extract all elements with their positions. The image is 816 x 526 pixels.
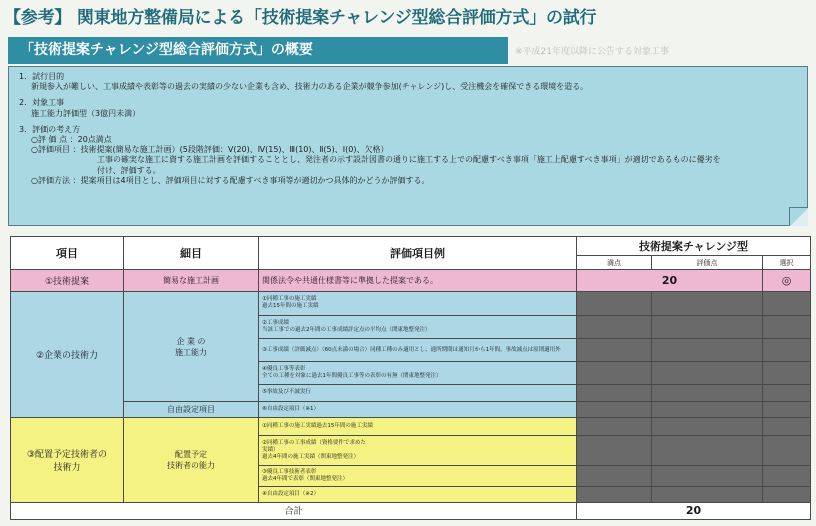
engineer-capability-item: ③配置予定技術者の 技術力 xyxy=(11,417,124,502)
company-example-row: ④優良工事等表彰 全ての工種を対象に過去1年間優良工事等の表彰の有無（関東地整発注） xyxy=(259,362,577,384)
tech-proposal-detail: 簡易な施工計画 xyxy=(124,269,259,291)
dark-cell xyxy=(652,339,763,362)
dark-cell xyxy=(577,362,652,384)
tech-proposal-item: ①技術提案 xyxy=(11,269,124,291)
tech-proposal-example: 関係法令や共通仕様書等に準拠した提案である。 xyxy=(259,269,577,291)
purpose-heading: 1．試行目的 xyxy=(19,72,65,81)
summary-panel xyxy=(8,66,808,226)
header-item: 項目 xyxy=(11,237,124,270)
dark-cell xyxy=(763,292,811,315)
dark-cell xyxy=(577,339,652,362)
engineer-capability-detail: 配置予定 技術者の能力 xyxy=(124,417,259,502)
approach-method: ○評価方法 ：提案項目は4項目とし、評価項目に対する配慮すべき事項等が適切かつ具体的かどうか評価する。 xyxy=(31,175,430,185)
approach-items-desc-cont: 付け、評価する。 xyxy=(97,165,161,175)
company-example-row: ③工事成績（評価減点）（60点未満の場合）同種工種のみ適用とし、通所期間は通知月から1年間。事故減点は原則適用外 xyxy=(259,339,577,362)
dark-cell xyxy=(577,315,652,338)
dark-cell xyxy=(763,362,811,384)
dark-cell xyxy=(577,435,652,465)
company-capability-item: ②企業の技術力 xyxy=(11,292,124,417)
approach-heading: 3．評価の考え方 xyxy=(19,124,81,134)
tech-proposal-select: ◎ xyxy=(763,269,811,291)
dark-cell xyxy=(652,486,763,502)
target-heading: 2．対象工事 xyxy=(19,98,65,108)
dark-cell xyxy=(577,401,652,417)
approach-items: ○評価項目 ：技術提案(簡易な施工計画）(5段階評価：Ⅴ(20)、Ⅳ(15)、Ⅲ(10)、Ⅱ(5)、Ⅰ(0)、欠格） xyxy=(31,145,389,155)
dark-cell xyxy=(577,292,652,315)
engineer-example-row: ④自由設定項目（※2） xyxy=(259,486,577,502)
total-label: 合計 xyxy=(11,502,577,519)
company-example-row: ⑤事故及び不誠実行 xyxy=(259,384,577,401)
section-title-bar: 「技術提案チャレンジ型総合評価方式」の概要 xyxy=(8,37,508,64)
dark-cell xyxy=(763,401,811,417)
dark-cell xyxy=(763,486,811,502)
header-example: 評価項目例 xyxy=(259,237,577,270)
header-select: 選択 xyxy=(763,256,811,270)
dark-cell xyxy=(763,417,811,435)
dark-cell xyxy=(763,384,811,401)
company-example-row: ②工事成績 当該工事での過去2年間の工事成績評定点の平均点（関東地整発注） xyxy=(259,315,577,338)
dark-cell xyxy=(577,465,652,486)
purpose-body: 新規参入が難しい、工事成績や表彰等の過去の実績の少ない企業も含め、技術力のある企業が競争参加(チャレンジ)し、受注機会を確保できる環境を造る。 xyxy=(31,82,589,92)
dark-cell xyxy=(652,401,763,417)
page-title: 【参考】 関東地方整備局による「技術提案チャレンジ型総合評価方式」の試行 xyxy=(4,8,597,28)
approach-items-desc: 工事の確実な施工に資する施工計画を評価することとし、発注者の示す設計図書の通りに施工する上での配慮すべき事項「施工上配慮すべき事項」が適切であるものに優劣を xyxy=(97,155,721,165)
dark-cell xyxy=(652,292,763,315)
engineer-example-row: ③優良工事技術者表彰 過去4年間で表彰（関東地整発注） xyxy=(259,465,577,486)
target-body: 施工能力評価型（3億円未満） xyxy=(31,108,141,118)
dark-cell xyxy=(577,417,652,435)
engineer-example-row: ②同種工事の工事成績（資格要件で求めた 実績） 過去4年間の施工実績（関東地整発注） xyxy=(259,435,577,465)
header-detail: 細目 xyxy=(124,237,259,270)
dark-cell xyxy=(577,384,652,401)
company-example-row: ①同種工事の施工実績 過去15年間の施工実績 xyxy=(259,292,577,315)
dark-cell xyxy=(652,362,763,384)
dark-cell xyxy=(763,435,811,465)
header-challenge-type: 技術提案チャレンジ型 xyxy=(577,237,811,256)
free-setting-detail: 自由設定項目 xyxy=(124,401,259,417)
background-faded-text: ※平成21年度以降に公告する対象工事 xyxy=(515,47,669,56)
engineer-example-row: ①同種工事の施工実績過去15年間の施工実績 xyxy=(259,417,577,435)
header-max-points: 満点 xyxy=(577,256,652,270)
free-setting-example: ⑥自由設定項目（※1） xyxy=(259,401,577,417)
approach-points: ○評 価 点 ：20点満点 xyxy=(31,135,112,145)
dark-cell xyxy=(652,315,763,338)
total-score: 20 xyxy=(577,502,811,519)
dark-cell xyxy=(652,384,763,401)
evaluation-table xyxy=(10,236,811,520)
tech-proposal-score: 20 xyxy=(577,269,763,291)
dark-cell xyxy=(763,465,811,486)
dark-cell xyxy=(577,486,652,502)
header-score: 評価点 xyxy=(652,256,763,270)
dark-cell xyxy=(763,315,811,338)
dark-cell xyxy=(652,465,763,486)
company-capability-detail: 企 業 の 施工能力 xyxy=(124,292,259,402)
dark-cell xyxy=(652,435,763,465)
dark-cell xyxy=(652,417,763,435)
dark-cell xyxy=(763,339,811,362)
page-curl-corner xyxy=(789,207,808,226)
